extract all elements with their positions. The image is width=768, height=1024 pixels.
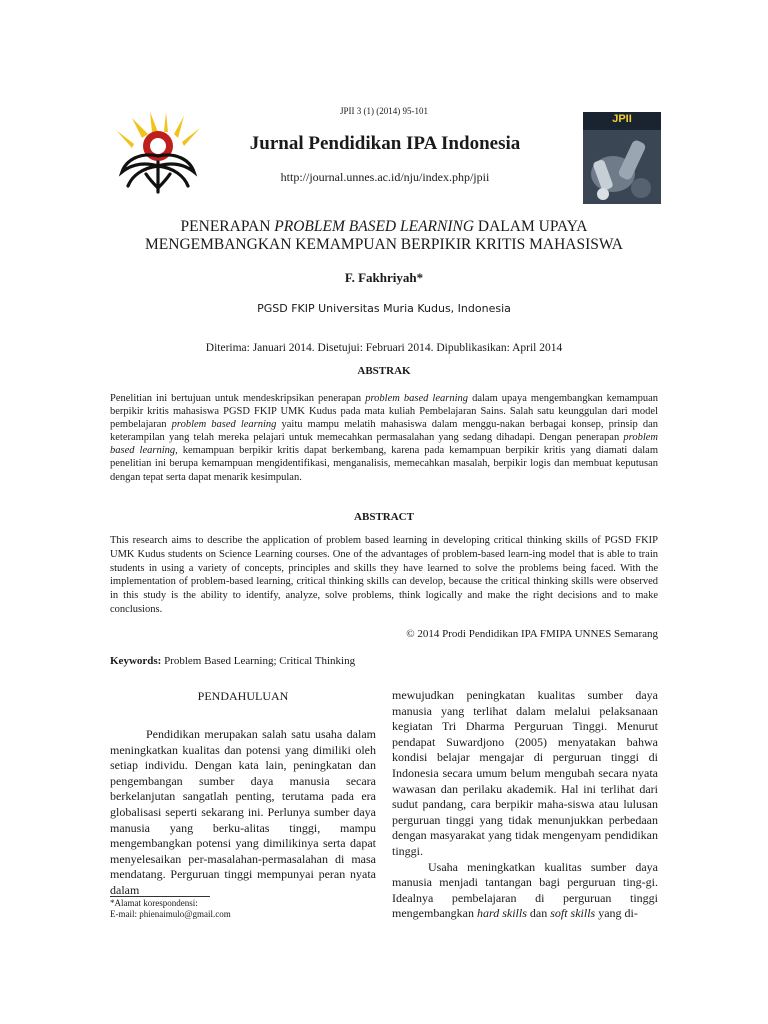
abstrak-heading: ABSTRAK	[357, 365, 411, 377]
abstract-text: This research aims to describe the application of problem based learning in developing critical thinking skills of PGSD FKIP UMK Kudus students on Science Learning courses. One of the advantages of problem-based learn-ing model that is able to train students in using a variety of concepts, principles and skills they have learned to solve the problems being faced. With the implementation of problem-based learning, critical thinking skills can develop, because the critical thinking skills were observed in this study is the ability to identify, analyze, solve problems, think logically and make the right decisions and to make conclusions.	[110, 535, 658, 615]
journal-cover-icon	[583, 112, 661, 204]
publication-dates: Diterima: Januari 2014. Disetujui: Februari 2014. Dipublikasikan: April 2014	[205, 342, 563, 354]
body-paragraph: mewujudkan peningkatan kualitas sumber daya manusia yang terlihat dalam melalui pelaksanaan kegiatan Tri Dharma Perguruan Tinggi. Menurut pendapat Suwardjono (2005) menyatakan bahwa kondisi belajar mengajar di perguruan tinggi di Indonesia secara umum belum mengubah secara nyata wawasan dan perilaku akademik. Hal ini terlihat dari sudut pandang, cara berpikir maha-siswa atau lulusan perguruan tinggi yang tidak menunjukkan perbedaan dengan masyarakat yang tidak mengenyam pendidikan tinggi.	[392, 688, 658, 858]
title-part: PENERAPAN	[180, 218, 275, 235]
body-paragraph: Usaha meningkatkan kualitas sumber daya manusia menjadi tantangan bagi perguruan ting-gi. Idealnya pembelajaran di perguruan tinggi mengembangkan hard skills dan soft skills yang di-	[392, 859, 658, 921]
keywords-text: Problem Based Learning; Critical Thinking	[161, 655, 356, 667]
microscope-image	[583, 130, 661, 204]
title-italic-part: PROBLEM BASED LEARNING	[274, 218, 475, 235]
keywords-label: Keywords:	[110, 655, 162, 667]
section-heading: PENDAHULUAN	[197, 689, 289, 703]
journal-url[interactable]: http://journal.unnes.ac.id/nju/index.php/jpii	[280, 170, 490, 184]
body-column-left	[110, 727, 376, 899]
author-name: F. Fakhriyah*	[344, 270, 424, 285]
copyright-notice: © 2014 Prodi Pendidikan IPA FMIPA UNNES Semarang	[406, 628, 658, 640]
cover-label: JPII	[612, 113, 632, 125]
abstract-heading: ABSTRACT	[354, 511, 414, 523]
title-part: DALAM UPAYA	[474, 218, 588, 235]
body-column-right	[392, 688, 658, 922]
keywords	[110, 655, 658, 667]
footnote	[110, 898, 376, 920]
journal-title: Jurnal Pendidikan IPA Indonesia	[249, 133, 521, 154]
abstrak-text: Penelitian ini bertujuan untuk mendeskripsikan penerapan problem based learning dalam upaya mengembangkan kemampuan berpikir kritis mahasiswa PGSD FKIP UMK Kudus pada mata kuliah Pembelajaran Sains. Salah satu keunggulan dari model pembelajaran problem based learning yaitu mampu melatih mahasiswa dalam menggu-nakan berbagai konsep, prinsip dan keterampilan yang telah mereka pelajari untuk memecahkan permasalahan yang sedang dihadapi. Dengan penerapan problem based learning, kemampuan berpikir kritis dapat berkembang, karena pada kemampuan berpikir kritis yang diamati dalam penelitian ini berupa kemampuan mengidentifikasi, menganalisis, memecahkan masalah, berpikir logis dan membuat keputusan dengan tepat serta dapat menarik kesimpulan.	[110, 393, 659, 483]
title-line-2: MENGEMBANGKAN KEMAMPUAN BERPIKIR KRITIS MAHASISWA	[145, 236, 623, 253]
footnote-line: *Alamat korespondensi:	[110, 898, 198, 908]
cover-header	[583, 112, 661, 130]
article-title	[60, 218, 708, 254]
footnote-email: E-mail: phienaimulo@gmail.com	[110, 909, 231, 919]
footnote-divider	[110, 896, 210, 897]
issue-info: JPII 3 (1) (2014) 95-101	[340, 106, 428, 116]
author-affiliation: PGSD FKIP Universitas Muria Kudus, Indonesia	[257, 302, 511, 315]
unnes-logo-icon	[112, 112, 204, 194]
body-paragraph: Pendidikan merupakan salah satu usaha dalam meningkatkan kualitas dan potensi yang dimiliki oleh setiap individu. Dengan kata lain, peningkatan dan pengembangan sumber daya manusia secara berkelanjutan sangatlah penting, terutama pada era globalisasi seperti sekarang ini. Perlunya sumber daya manusia yang berku-alitas tinggi, mampu mengembangkan potensi yang dimilikinya serta dapat menyelesaikan per-masalahan-permasalahan di masa mendatang. Perguruan tinggi mempunyai peran nyata dalam	[110, 727, 376, 897]
